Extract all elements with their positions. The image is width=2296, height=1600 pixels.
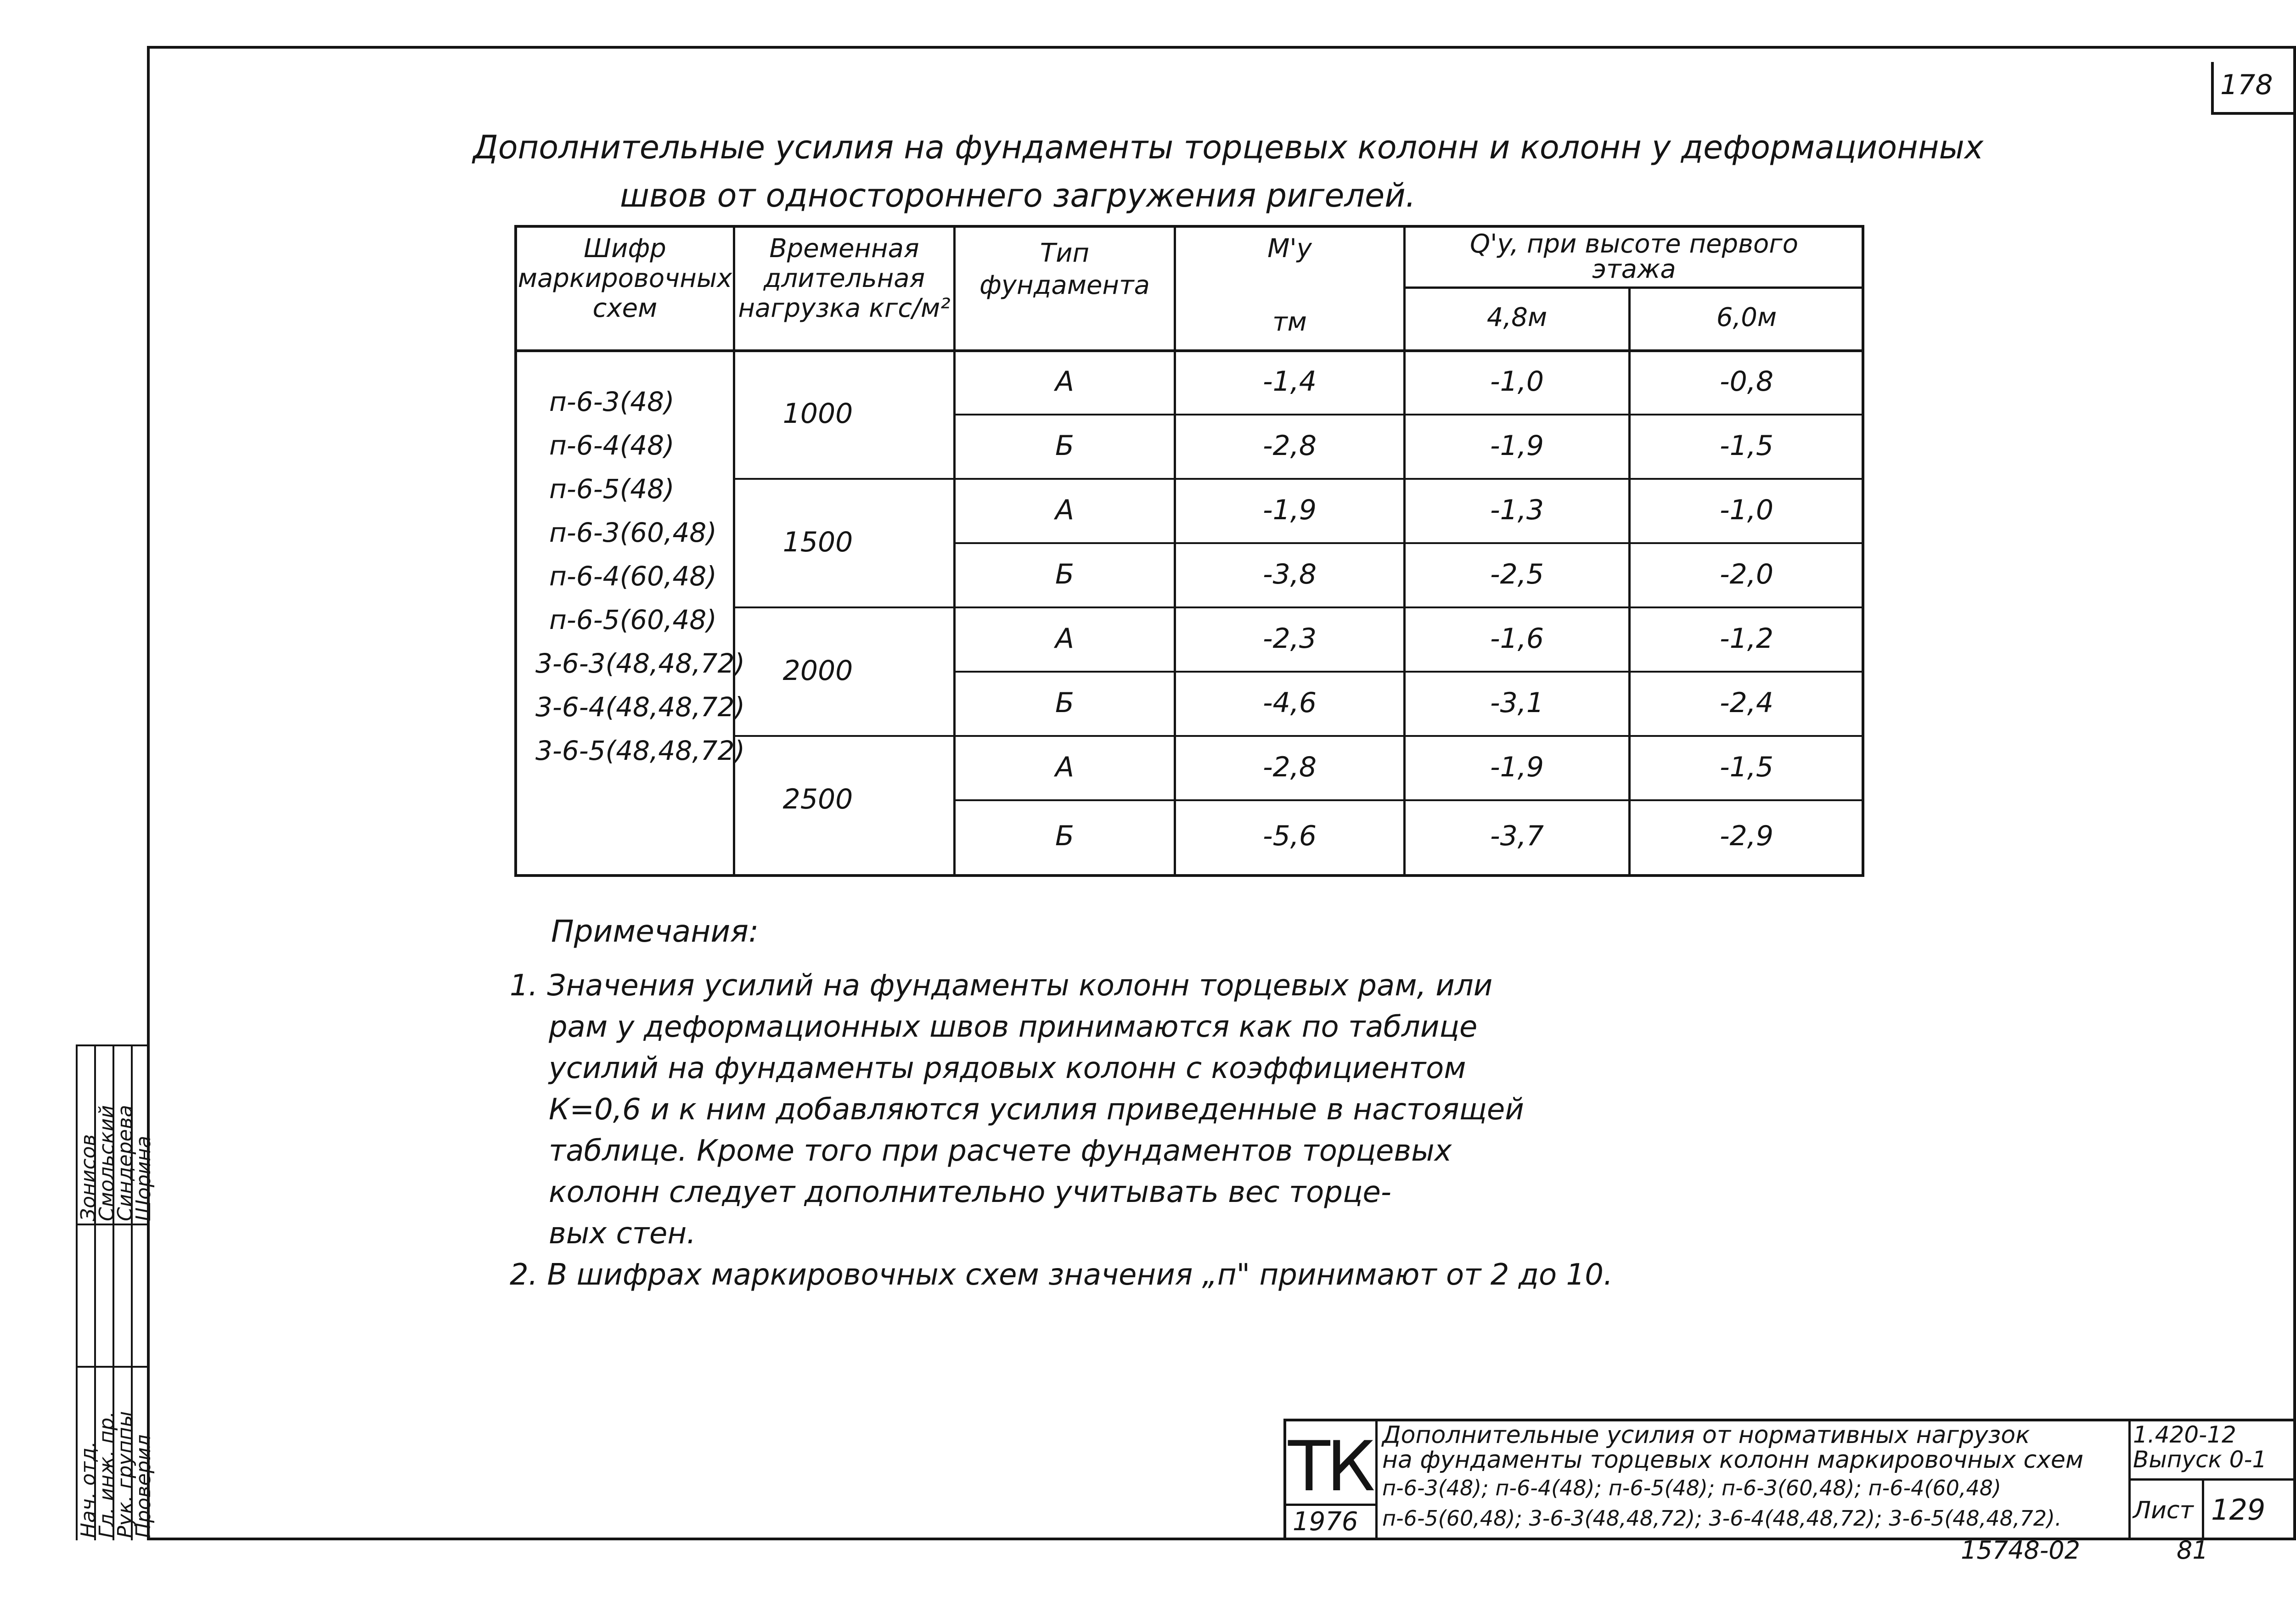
header-height-4-8: 4,8м bbox=[1486, 303, 1548, 332]
shear-6-0-value: -1,0 bbox=[1719, 494, 1774, 526]
scheme-code: 3-6-5(48,48,72) bbox=[535, 735, 745, 766]
table-group-line bbox=[735, 478, 1863, 480]
note-line: К=0,6 и к ним добавляются усилия приведенные в настоящей bbox=[549, 1093, 1524, 1127]
issue-label: Выпуск 0-1 bbox=[2133, 1446, 2267, 1473]
sheet-number: 129 bbox=[2211, 1493, 2266, 1527]
header-load-line-2: длительная bbox=[763, 264, 925, 293]
frame-border-right bbox=[2293, 46, 2296, 1540]
scheme-code: п-6-3(60,48) bbox=[549, 517, 717, 548]
table-row-line bbox=[953, 671, 1863, 673]
note-line: колонн следует дополнительно учитывать вес торце- bbox=[549, 1175, 1391, 1209]
shear-4-8-value: -3,1 bbox=[1490, 687, 1544, 719]
shear-6-0-value: -2,0 bbox=[1719, 558, 1774, 590]
stamp-name: Шорина bbox=[132, 1135, 155, 1221]
foundation-type: А bbox=[1055, 494, 1075, 526]
title-block-year: 1976 bbox=[1293, 1507, 1358, 1537]
header-type-line-1: Тип bbox=[1040, 238, 1090, 268]
table-subheader-line bbox=[1403, 286, 1863, 289]
stamp-role: Рук. группы bbox=[113, 1411, 137, 1538]
shear-6-0-value: -2,4 bbox=[1719, 687, 1774, 719]
scheme-code: п-6-4(48) bbox=[549, 430, 675, 461]
foundation-type: Б bbox=[1055, 687, 1075, 719]
header-moment-unit: тм bbox=[1272, 307, 1307, 337]
title-block-line bbox=[1375, 1419, 1378, 1540]
scheme-code: 3-6-4(48,48,72) bbox=[535, 691, 745, 723]
title-block bbox=[1283, 1419, 2296, 1540]
shear-6-0-value: -1,5 bbox=[1719, 751, 1774, 783]
stamp-line bbox=[76, 1224, 149, 1225]
moment-value: -3,8 bbox=[1262, 558, 1317, 590]
page-number: 178 bbox=[2220, 69, 2273, 101]
table-row-line bbox=[953, 542, 1863, 544]
scheme-code: п-6-4(60,48) bbox=[549, 561, 717, 592]
shear-4-8-value: -2,5 bbox=[1490, 558, 1544, 590]
drawing-number: 15748-02 bbox=[1961, 1536, 2080, 1565]
load-value: 2000 bbox=[782, 655, 853, 687]
foundation-type: Б bbox=[1055, 820, 1075, 852]
tk-mark: ТК bbox=[1288, 1427, 1372, 1507]
shear-6-0-value: -1,2 bbox=[1719, 623, 1774, 655]
load-value: 2500 bbox=[782, 783, 853, 815]
header-scheme-line-3: схем bbox=[592, 293, 658, 323]
forces-table bbox=[514, 225, 1864, 877]
header-moment: M'y bbox=[1267, 234, 1312, 264]
title-block-line bbox=[1283, 1419, 1286, 1540]
title-block-title-line-4: п-6-5(60,48); 3-6-3(48,48,72); 3-6-4(48,48,72); 3-6-5(48,48,72). bbox=[1382, 1506, 2062, 1531]
header-height-6-0: 6,0м bbox=[1716, 303, 1777, 332]
shear-4-8-value: -1,9 bbox=[1490, 430, 1544, 462]
stamp-role: Гл. инж. пр. bbox=[95, 1411, 118, 1538]
scheme-code: п-6-5(48) bbox=[549, 473, 675, 505]
notes-title: Примечания: bbox=[551, 914, 759, 949]
table-group-line bbox=[735, 735, 1863, 737]
scheme-code: 3-6-3(48,48,72) bbox=[535, 648, 745, 679]
page-heading-line-2: швов от одностороннего загружения ригелей. bbox=[620, 177, 1416, 214]
load-value: 1500 bbox=[782, 526, 853, 558]
page-heading-line-1: Дополнительные усилия на фундаменты торцевых колонн и колонн у деформационных bbox=[473, 129, 1984, 166]
stamp-role: Нач. отд. bbox=[77, 1441, 100, 1538]
shear-4-8-value: -1,9 bbox=[1490, 751, 1544, 783]
scheme-code: п-6-3(48) bbox=[549, 386, 675, 417]
table-row-line bbox=[953, 799, 1863, 801]
stamp-line bbox=[76, 1044, 149, 1046]
frame-number: 81 bbox=[2177, 1536, 2208, 1565]
stamp-name: Смольский bbox=[95, 1105, 118, 1221]
header-shear-line-1: Q'y, при высоте первого bbox=[1470, 229, 1798, 259]
header-scheme-line-2: маркировочных bbox=[518, 264, 732, 293]
moment-value: -1,4 bbox=[1262, 365, 1317, 398]
shear-4-8-value: -1,0 bbox=[1490, 365, 1544, 398]
shear-6-0-value: -0,8 bbox=[1719, 365, 1774, 398]
title-block-title-line-2: на фундаменты торцевых колонн маркировочных схем bbox=[1382, 1446, 2084, 1474]
note-line: 1. Значения усилий на фундаменты колонн торцевых рам, или bbox=[510, 969, 1493, 1003]
header-shear-line-2: этажа bbox=[1592, 254, 1676, 284]
stamp-name: Зонисов bbox=[77, 1134, 100, 1221]
table-header-line bbox=[517, 349, 1863, 352]
header-load-line-3: нагрузка кгс/м² bbox=[738, 293, 951, 323]
frame-border-top bbox=[147, 46, 2296, 49]
note-line: вых стен. bbox=[549, 1217, 696, 1251]
stamp-role: Проверил bbox=[132, 1434, 155, 1538]
title-block-title-line-3: п-6-3(48); п-6-4(48); п-6-5(48); п-6-3(60,48); п-6-4(60,48) bbox=[1382, 1476, 2001, 1500]
moment-value: -2,3 bbox=[1262, 623, 1317, 655]
title-block-title-line-1: Дополнительные усилия от нормативных нагрузок bbox=[1382, 1421, 2030, 1449]
scheme-code: п-6-5(60,48) bbox=[549, 604, 717, 635]
stamp-name: Синдерева bbox=[113, 1105, 137, 1221]
title-block-line bbox=[2202, 1478, 2204, 1540]
note-line: рам у деформационных швов принимаются как по таблице bbox=[549, 1010, 1478, 1044]
moment-value: -2,8 bbox=[1262, 751, 1317, 783]
foundation-type: Б bbox=[1055, 430, 1075, 462]
note-line: усилий на фундаменты рядовых колонн с коэффициентом bbox=[549, 1051, 1466, 1085]
foundation-type: Б bbox=[1055, 558, 1075, 590]
moment-value: -4,6 bbox=[1262, 687, 1317, 719]
sheet-label: Лист bbox=[2133, 1497, 2194, 1524]
header-type-line-2: фундамента bbox=[979, 270, 1150, 300]
shear-4-8-value: -3,7 bbox=[1490, 820, 1544, 852]
moment-value: -2,8 bbox=[1262, 430, 1317, 462]
table-row-line bbox=[953, 414, 1863, 415]
header-load-line-1: Временная bbox=[769, 234, 919, 264]
shear-6-0-value: -2,9 bbox=[1719, 820, 1774, 852]
series-code: 1.420-12 bbox=[2133, 1421, 2236, 1448]
title-block-line bbox=[2128, 1478, 2296, 1481]
shear-4-8-value: -1,6 bbox=[1490, 623, 1544, 655]
side-approval-stamp bbox=[76, 1044, 155, 1540]
shear-4-8-value: -1,3 bbox=[1490, 494, 1544, 526]
note-line: 2. В шифрах маркировочных схем значения „п" принимают от 2 до 10. bbox=[510, 1258, 1613, 1292]
table-group-line bbox=[735, 606, 1863, 608]
moment-value: -1,9 bbox=[1262, 494, 1317, 526]
note-line: таблице. Кроме того при расчете фундаментов торцевых bbox=[549, 1134, 1452, 1168]
moment-value: -5,6 bbox=[1262, 820, 1317, 852]
foundation-type: А bbox=[1055, 365, 1075, 398]
load-value: 1000 bbox=[782, 398, 853, 430]
header-scheme-line-1: Шифр bbox=[584, 234, 666, 264]
stamp-line bbox=[76, 1366, 149, 1368]
foundation-type: А bbox=[1055, 623, 1075, 655]
foundation-type: А bbox=[1055, 751, 1075, 783]
shear-6-0-value: -1,5 bbox=[1719, 430, 1774, 462]
